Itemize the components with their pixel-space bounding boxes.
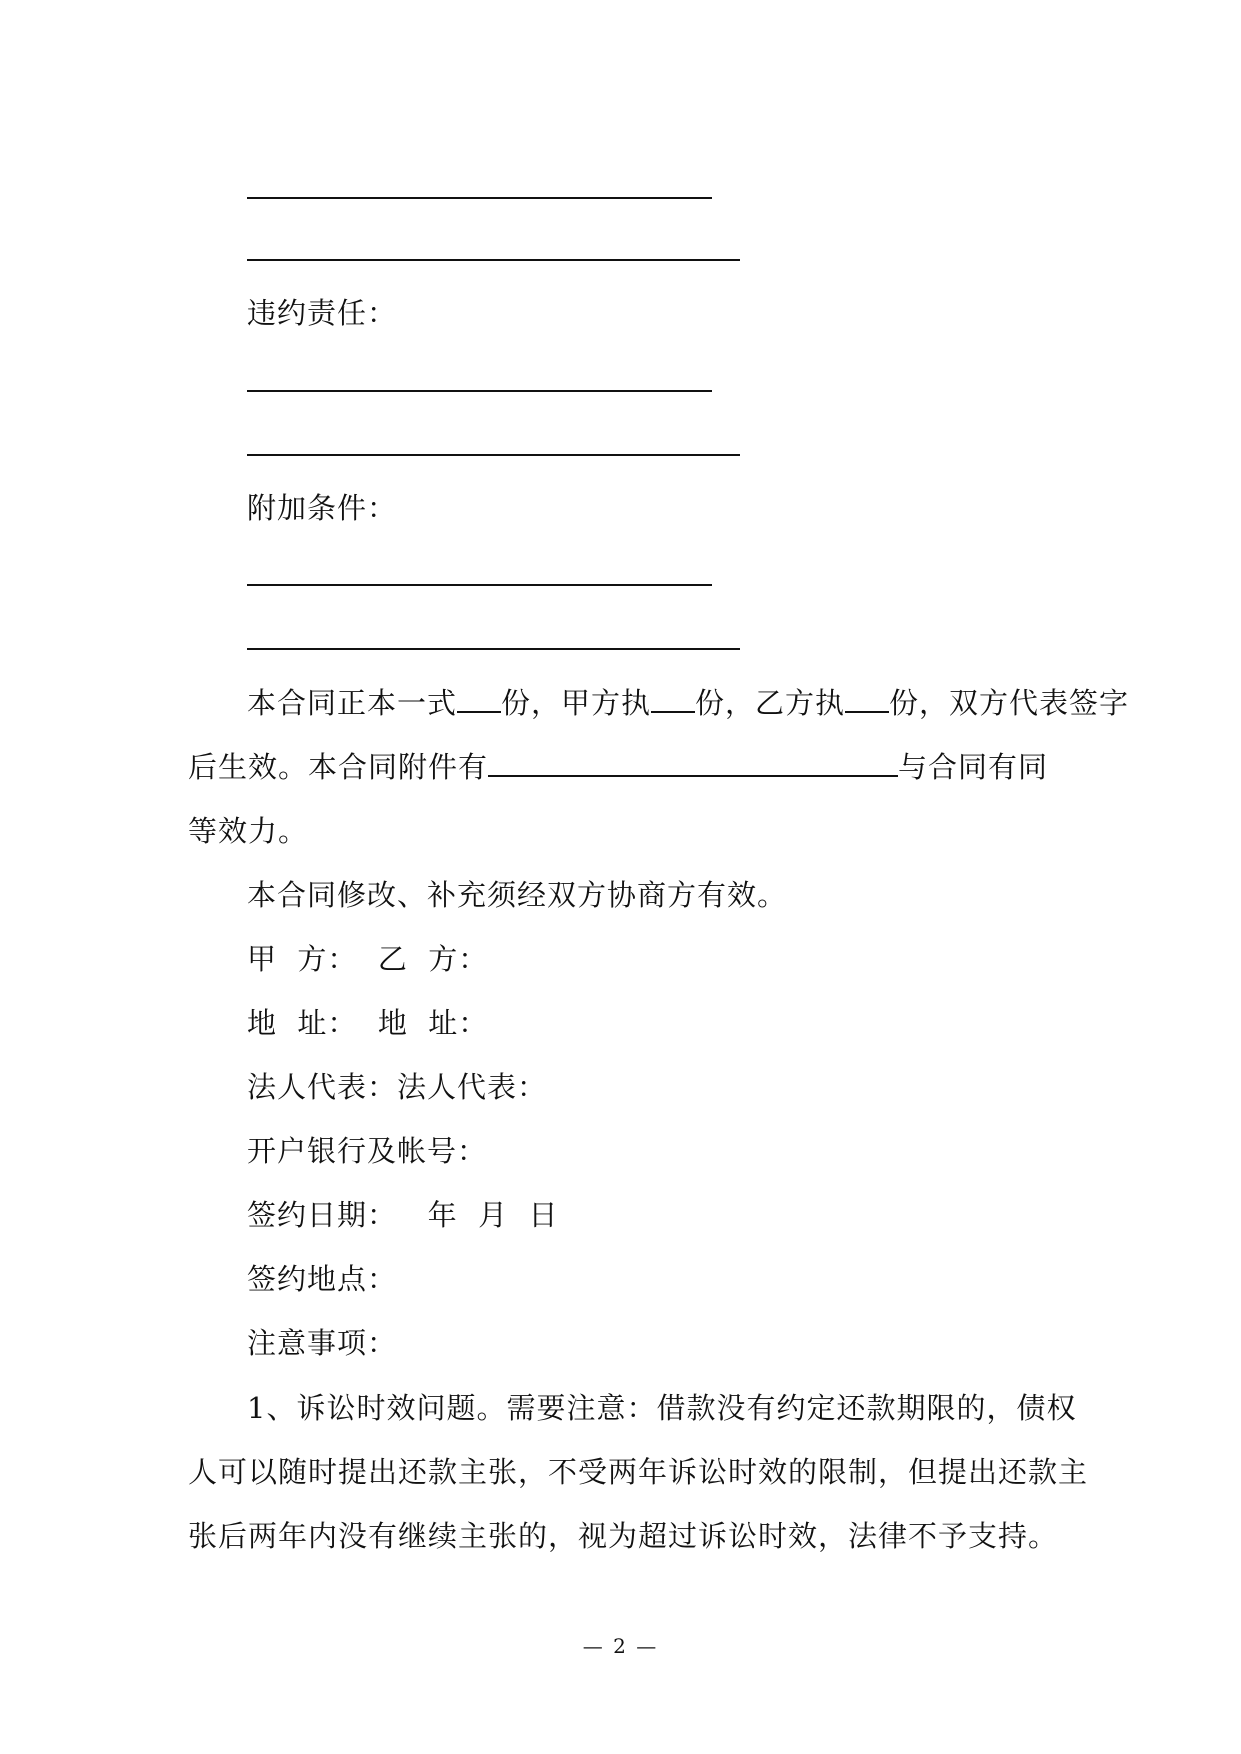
attachments-blank [488, 747, 898, 777]
blank-fill-line [247, 648, 740, 650]
additional-conditions-label: 附加条件： [247, 491, 398, 525]
bank-account-line: 开户银行及帐号： [247, 1134, 488, 1168]
breach-liability-label: 违约责任： [247, 296, 398, 330]
signing-date-line: 签约日期： 年 月 日 [247, 1198, 559, 1232]
notes-heading: 注意事项： [247, 1326, 398, 1360]
copies-clause-text: 与合同有同 [898, 750, 1049, 784]
copies-clause-text: 份，双方代表签字 [889, 686, 1130, 720]
address-line: 地 址： 地 址： [247, 1006, 489, 1040]
copies-clause-line-2 [188, 747, 1048, 787]
blank-fill-line [247, 390, 712, 392]
notes-item-1-line-3: 张后两年内没有继续主张的，视为超过诉讼时效，法律不予支持。 [188, 1519, 1059, 1553]
notes-item-1-line-1: 1、诉讼时效问题。需要注意：借款没有约定还款期限的，债权 [247, 1391, 1077, 1425]
copies-count-blank [457, 683, 501, 713]
amendment-clause: 本合同修改、补充须经双方协商方有效。 [247, 878, 788, 912]
copies-clause-text: 份，甲方执 [501, 686, 652, 720]
party-a-copies-blank [651, 683, 695, 713]
blank-fill-line [247, 454, 740, 456]
signing-place-line: 签约地点： [247, 1262, 398, 1296]
copies-clause-text: 份，乙方执 [695, 686, 846, 720]
copies-clause-line-3: 等效力。 [188, 814, 309, 848]
legal-representative-line: 法人代表：法人代表： [247, 1070, 548, 1104]
notes-item-1-line-2: 人可以随时提出还款主张，不受两年诉讼时效的限制，但提出还款主 [188, 1455, 1089, 1489]
copies-clause-text: 后生效。本合同附件有 [188, 750, 489, 784]
page-number: — 2 — [582, 1634, 659, 1658]
copies-clause-text: 本合同正本一式 [247, 686, 458, 720]
party-b-copies-blank [845, 683, 889, 713]
parties-line: 甲 方： 乙 方： [247, 942, 489, 976]
blank-fill-line [247, 584, 712, 586]
copies-clause-line-1 [247, 683, 1129, 723]
blank-fill-line [247, 259, 740, 261]
blank-fill-line [247, 197, 712, 199]
